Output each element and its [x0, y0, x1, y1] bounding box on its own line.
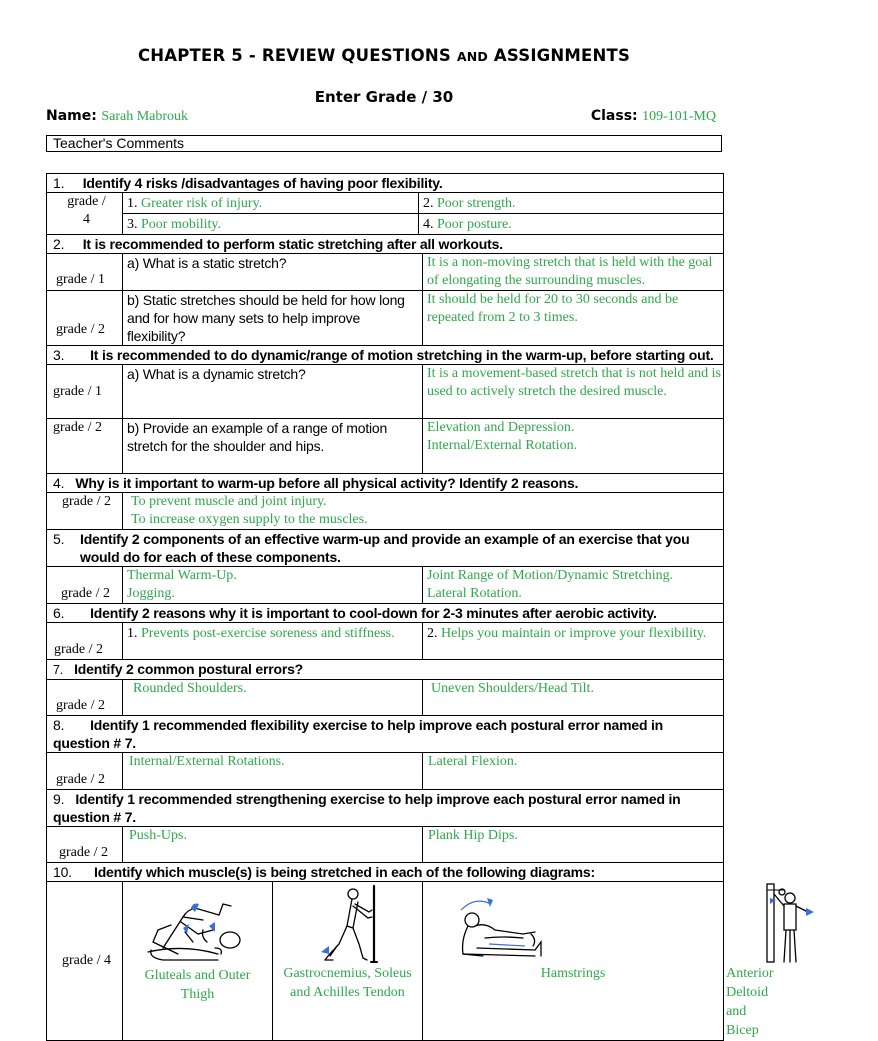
q10-grade[interactable]: grade / 4 — [47, 882, 123, 1041]
q10-answer-4[interactable]: Anterior Deltoid and Bicep — [726, 966, 774, 1038]
questions-table — [46, 173, 774, 1041]
q8-grade[interactable]: grade / 2 — [47, 753, 123, 790]
title-text: CHAPTER 5 - REVIEW QUESTIONS — [137, 46, 457, 65]
q5-answer-right-line-1: Joint Range of Motion/Dynamic Stretching. — [427, 568, 674, 583]
teacher-comments-box[interactable]: Teacher's Comments — [46, 135, 722, 152]
q2a-row — [47, 254, 724, 291]
q2-number: 2. — [53, 236, 65, 252]
q6-answer-right[interactable] — [423, 623, 724, 660]
q6-header-row — [47, 604, 724, 623]
q7-header-row — [47, 660, 724, 680]
q8-text: Identify 1 recommended flexibility exercise to help improve each postural error named in question # 7. — [53, 717, 664, 751]
q5-text: Identify 2 components of an effective warm-up and provide an example of an exercise that you would do for each of these components. — [80, 531, 690, 565]
seated-hamstring-stretch-illustration — [423, 882, 573, 964]
q2-header-row — [47, 235, 724, 254]
q5-answer-row — [47, 567, 724, 604]
q4-header-row — [47, 474, 724, 493]
title-end: ASSIGNMENTS — [487, 46, 631, 65]
q2-text: It is recommended to perform static stretching after all workouts. — [82, 236, 503, 252]
q8-answer-right[interactable]: Lateral Flexion. — [423, 753, 724, 790]
class-label: Class: — [590, 108, 638, 124]
q1-answer-4[interactable] — [419, 214, 724, 235]
q4-grade[interactable]: grade / 2 — [47, 493, 123, 530]
q1-grade[interactable]: grade / 4 — [47, 193, 123, 235]
q5-number: 5. — [53, 531, 65, 547]
q1-answer-1[interactable] — [123, 193, 419, 214]
q1-number: 1. — [53, 175, 65, 191]
q2a-answer[interactable]: It is a non-moving stretch that is held with the goal of elongating the surrounding muscles. — [423, 254, 724, 291]
q8-header-row — [47, 716, 724, 753]
q5-answer-left-line-1: Thermal Warm-Up. — [127, 568, 237, 583]
q4-answer[interactable] — [123, 493, 724, 530]
q1-answer-1-text: Greater risk of injury. — [137, 196, 263, 211]
q3b-grade[interactable]: grade / 2 — [47, 419, 123, 474]
q3b-answer[interactable] — [423, 419, 724, 474]
q9-grade[interactable]: grade / 2 — [47, 827, 123, 863]
q7-number: 7. — [53, 663, 64, 677]
q1-answer-3-num: 3. — [127, 217, 138, 232]
q1-text: Identify 4 risks /disadvantages of having poor flexibility. — [82, 175, 443, 191]
q1-answer-2-num: 2. — [423, 196, 434, 211]
q7-answer-right[interactable]: Uneven Shoulders/Head Tilt. — [423, 680, 724, 716]
q9-answer-right[interactable]: Plank Hip Dips. — [423, 827, 724, 863]
q5-answer-left[interactable] — [123, 567, 423, 604]
name-class-row — [46, 107, 722, 127]
q5-header-row — [47, 530, 724, 567]
q2a-grade[interactable]: grade / 1 — [47, 254, 123, 291]
q10-header-row — [47, 863, 724, 882]
q10-text: Identify which muscle(s) is being stretched in each of the following diagrams: — [94, 864, 595, 880]
grade-line: Enter Grade / 30 — [314, 88, 454, 106]
q1-answer-row-1 — [47, 193, 724, 214]
q3b-answer-line-1: Elevation and Depression. — [427, 420, 575, 435]
q4-answer-row — [47, 493, 724, 530]
q7-text: Identify 2 common postural errors? — [74, 661, 304, 677]
q9-text: Identify 1 recommended strengthening exercise to help improve each postural error named in question # 7. — [53, 791, 681, 825]
q5-answer-left-line-2: Jogging. — [127, 586, 175, 601]
q6-answer-left-num: 1. — [127, 626, 138, 641]
q8-answer-row — [47, 753, 724, 790]
q2b-question: b) Static stretches should be held for how long and for how many sets to help improve flexibility? — [123, 291, 423, 346]
q3b-question: b) Provide an example of a range of motion stretch for the shoulder and hips. — [123, 419, 423, 474]
q1-answer-2[interactable] — [419, 193, 724, 214]
q6-answer-row — [47, 623, 724, 660]
q4-text: Why is it important to warm-up before all physical activity? Identify 2 reasons. — [75, 475, 579, 491]
q3a-question: a) What is a dynamic stretch? — [123, 365, 423, 419]
calf-wall-stretch-illustration — [273, 882, 423, 964]
q5-grade[interactable]: grade / 2 — [47, 567, 123, 604]
q6-answer-right-text: Helps you maintain or improve your flexibility. — [437, 626, 707, 641]
name-field — [46, 107, 188, 125]
q9-number: 9. — [53, 791, 65, 807]
class-field — [591, 107, 716, 125]
q7-grade[interactable]: grade / 2 — [47, 680, 123, 716]
q9-answer-row — [47, 827, 724, 863]
q5-answer-right[interactable] — [423, 567, 724, 604]
q6-answer-left[interactable] — [123, 623, 423, 660]
q10-diagram-row — [47, 882, 724, 1041]
q10-diagram-3-cell — [423, 882, 724, 1041]
class-value[interactable]: 109-101-MQ — [642, 109, 716, 124]
q10-answer-1[interactable]: Gluteals and Outer Thigh — [144, 968, 251, 1002]
lying-stretch-illustration — [123, 882, 271, 966]
q10-diagram-1-cell — [123, 882, 273, 1041]
q1-header-row — [47, 174, 724, 193]
q10-answer-2[interactable]: Gastrocnemius, Soleus and Achilles Tendon — [283, 966, 412, 1000]
q10-number: 10. — [53, 864, 72, 880]
name-label: Name: — [46, 108, 97, 124]
q3b-answer-line-2: Internal/External Rotation. — [427, 438, 578, 453]
q2b-answer[interactable]: It should be held for 20 to 30 seconds and be repeated from 2 to 3 times. — [423, 291, 724, 346]
q6-number: 6. — [53, 605, 65, 621]
q3-text: It is recommended to do dynamic/range of motion stretching in the warm-up, before starting out. — [90, 347, 714, 363]
q1-answer-1-num: 1. — [127, 196, 138, 211]
q1-answer-4-num: 4. — [423, 217, 434, 232]
q1-answer-4-text: Poor posture. — [433, 217, 512, 232]
q8-number: 8. — [53, 717, 65, 733]
q1-answer-row-2 — [47, 214, 724, 235]
q1-answer-3-text: Poor mobility. — [137, 217, 221, 232]
q8-answer-left[interactable]: Internal/External Rotations. — [123, 753, 423, 790]
shoulder-doorway-stretch-illustration — [724, 882, 878, 964]
q10-answer-3[interactable]: Hamstrings — [540, 966, 606, 981]
q5-answer-right-line-2: Lateral Rotation. — [427, 586, 522, 601]
q1-answer-2-text: Poor strength. — [433, 196, 516, 211]
name-value[interactable]: Sarah Mabrouk — [101, 109, 189, 124]
q6-text: Identify 2 reasons why it is important to cool-down for 2-3 minutes after aerobic activity. — [90, 605, 657, 621]
q7-answer-left[interactable]: Rounded Shoulders. — [123, 680, 423, 716]
q6-grade[interactable]: grade / 2 — [47, 623, 123, 660]
q1-answer-3[interactable] — [123, 214, 419, 235]
q3-header-row — [47, 346, 724, 365]
q4-answer-line-2: To increase oxygen supply to the muscles. — [131, 512, 368, 527]
q3b-row — [47, 419, 724, 474]
q9-answer-left[interactable]: Push-Ups. — [123, 827, 423, 863]
page-title — [0, 46, 768, 65]
q6-answer-right-num: 2. — [427, 626, 438, 641]
q9-header-row — [47, 790, 724, 827]
q4-answer-line-1: To prevent muscle and joint injury. — [131, 494, 327, 509]
q6-answer-left-text: Prevents post-exercise soreness and stiffness. — [137, 626, 395, 641]
q3a-grade[interactable]: grade / 1 — [47, 365, 123, 419]
q2b-grade[interactable]: grade / 2 — [47, 291, 123, 346]
q10-diagram-2-cell — [273, 882, 423, 1041]
title-and: AND — [456, 49, 488, 64]
q7-answer-row — [47, 680, 724, 716]
q3a-row — [47, 365, 724, 419]
q2b-row — [47, 291, 724, 346]
q4-number: 4. — [53, 475, 65, 491]
q2a-question: a) What is a static stretch? — [123, 254, 423, 291]
q3-number: 3. — [53, 347, 65, 363]
q3a-answer[interactable]: It is a movement-based stretch that is not held and is used to actively stretch the desired muscle. — [423, 365, 724, 419]
